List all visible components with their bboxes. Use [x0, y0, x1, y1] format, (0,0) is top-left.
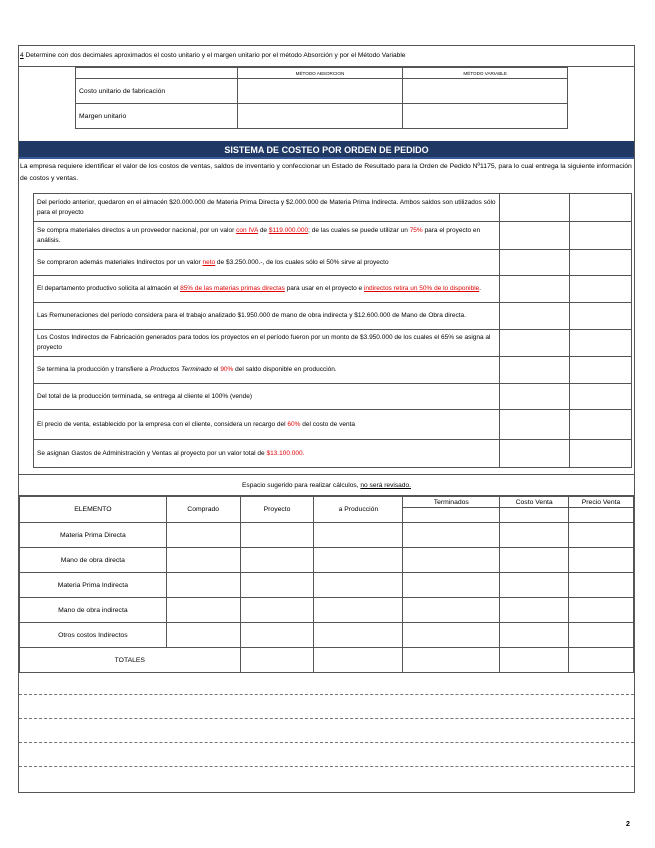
- header-subcell: [500, 508, 569, 523]
- ruled-line: [19, 694, 634, 695]
- answer-cell[interactable]: [500, 250, 570, 276]
- answer-cell[interactable]: [314, 623, 403, 648]
- table-row: [20, 623, 634, 648]
- answer-cell[interactable]: [500, 440, 570, 468]
- answer-cell[interactable]: [237, 104, 403, 129]
- header-costo-venta: Costo Venta: [500, 497, 569, 508]
- answer-cell[interactable]: [403, 104, 568, 129]
- ruled-line: [19, 742, 634, 743]
- answer-cell[interactable]: [403, 598, 500, 623]
- answer-cell[interactable]: [500, 648, 569, 673]
- header-precio-venta: Precio Venta: [569, 497, 634, 508]
- row-label: Mano de obra directa: [20, 548, 167, 573]
- answer-cell[interactable]: [403, 573, 500, 598]
- header-terminados: Terminados: [403, 497, 500, 508]
- answer-cell[interactable]: [403, 523, 500, 548]
- header-subcell: [403, 508, 500, 523]
- highlight-text: $119.000.000: [268, 226, 309, 234]
- table-row: [20, 573, 634, 598]
- answer-cell[interactable]: [569, 598, 634, 623]
- intro-text: La empresa requiere identificar el valor de los costos de ventas, saldos de inventario y confeccionar un Estado de Resultado para la Orden de Pedido Nº1175, para lo cual entrega la siguiente información de costos y ventas.: [20, 163, 632, 182]
- row-label-costo-unitario: Costo unitario de fabricación: [76, 79, 238, 104]
- answer-cell[interactable]: [314, 648, 403, 673]
- method-table: [75, 67, 568, 129]
- answer-cell[interactable]: [500, 573, 569, 598]
- answer-cell[interactable]: [403, 623, 500, 648]
- answer-cell[interactable]: [500, 548, 569, 573]
- highlight-text: 85% de las materias primas directas: [180, 285, 285, 292]
- header-comprado: Comprado: [166, 497, 240, 523]
- highlight-text: indirectos retira un 50% de lo disponible: [363, 285, 480, 292]
- fact-4: El departamento productivo solicita al almacén el 85% de las materias primas directas para usar en el proyecto e indirectos retira un 50% de lo disponible.: [34, 276, 500, 303]
- row-label: Materia Prima Directa: [20, 523, 167, 548]
- answer-cell[interactable]: [166, 598, 240, 623]
- question-text: Determine con dos decimales aproximados el costo unitario y el margen unitario por el método Absorción y por el Método Variable: [23, 52, 406, 59]
- question-number: 4: [20, 52, 24, 59]
- answer-cell[interactable]: [314, 523, 403, 548]
- answer-cell[interactable]: [166, 623, 240, 648]
- answer-cell[interactable]: [166, 573, 240, 598]
- row-label: Otros costos Indirectos: [20, 623, 167, 648]
- answer-cell[interactable]: [500, 357, 570, 384]
- fact-9: El precio de venta, establecido por la empresa con el cliente, considera un recargo del 60% del costo de venta: [34, 410, 500, 440]
- ruled-line: [19, 766, 634, 767]
- answer-cell[interactable]: [570, 357, 632, 384]
- header-elemento: ELEMENTO: [20, 497, 167, 523]
- totals-label: TOTALES: [20, 648, 241, 673]
- answer-cell[interactable]: [569, 523, 634, 548]
- answer-cell[interactable]: [500, 276, 570, 303]
- answer-cell[interactable]: [240, 523, 314, 548]
- answer-cell[interactable]: [314, 548, 403, 573]
- answer-cell[interactable]: [570, 276, 632, 303]
- highlight-text: 75%: [409, 226, 423, 234]
- answer-cell[interactable]: [570, 222, 632, 250]
- table-row: [20, 598, 634, 623]
- answer-cell[interactable]: [570, 194, 632, 222]
- fact-10: Se asignan Gastos de Administración y Ventas al proyecto por un valor total de $13.100.000.: [34, 440, 500, 468]
- section-title: SISTEMA DE COSTEO POR ORDEN DE PEDIDO: [19, 141, 634, 159]
- header-subcell: [569, 508, 634, 523]
- highlight-text: neto: [202, 258, 216, 266]
- header-variable: MÉTODO VARIABLE: [403, 68, 568, 79]
- answer-cell[interactable]: [570, 303, 632, 330]
- highlight-text: 90%: [220, 366, 234, 373]
- header-proyecto: Proyecto: [240, 497, 314, 523]
- answer-cell[interactable]: [570, 384, 632, 410]
- page-number: 2: [626, 821, 630, 828]
- table-row: [20, 523, 634, 548]
- blank-header-cell: [76, 68, 238, 79]
- fact-8: Del total de la producción terminada, se entrega al cliente el 100% (vende): [34, 384, 500, 410]
- answer-cell[interactable]: [237, 79, 403, 104]
- question-4: [18, 45, 635, 67]
- answer-cell[interactable]: [403, 648, 500, 673]
- header-a-produccion: a Producción: [314, 497, 403, 523]
- table-row: [20, 548, 634, 573]
- fact-7: Se termina la producción y transfiere a Productos Terminado el 90% del saldo disponible en producción.: [34, 357, 500, 384]
- row-label: Materia Prima Indirecta: [20, 573, 167, 598]
- answer-cell[interactable]: [570, 410, 632, 440]
- answer-cell[interactable]: [570, 330, 632, 357]
- answer-cell[interactable]: [403, 79, 568, 104]
- highlight-text: 60%: [287, 420, 301, 428]
- answer-cell[interactable]: [500, 330, 570, 357]
- fact-6: Los Costos Indirectos de Fabricación generados para todos los proyectos en el período fueron por un monto de $3.950.000 de los cuales el 65% se asigna al proyecto: [34, 330, 500, 357]
- answer-cell[interactable]: [240, 623, 314, 648]
- header-absorcion: MÉTODO ABSORCION: [237, 68, 403, 79]
- answer-cell[interactable]: [500, 384, 570, 410]
- answer-cell[interactable]: [240, 648, 314, 673]
- answer-cell[interactable]: [166, 548, 240, 573]
- answer-cell[interactable]: [500, 303, 570, 330]
- answer-cell[interactable]: [570, 440, 632, 468]
- row-label: Mano de obra indirecta: [20, 598, 167, 623]
- fact-3: Se compraron además materiales Indirectos por un valor neto de $3.250.000.-, de los cuales sólo el 50% sirve al proyecto: [34, 250, 500, 276]
- facts-table: [33, 193, 632, 468]
- answer-cell[interactable]: [314, 598, 403, 623]
- ruled-line: [19, 718, 634, 719]
- highlight-text: con IVA: [236, 226, 259, 234]
- answer-cell[interactable]: [314, 573, 403, 598]
- answer-cell[interactable]: [240, 573, 314, 598]
- answer-cell[interactable]: [570, 250, 632, 276]
- answer-cell[interactable]: [500, 598, 569, 623]
- answer-cell[interactable]: [569, 623, 634, 648]
- fact-2: Se compra materiales directos a un proveedor nacional, por un valor con IVA de $119.000.000; de las cuales se puede utilizar un 75% para el proyecto en análisis.: [34, 222, 500, 250]
- fact-5: Las Remuneraciones del período considera para el trabajo analizado $1.950.000 de mano de obra indirecta y $12.600.000 de Mano de Obra directa.: [34, 303, 500, 330]
- answer-cell[interactable]: [500, 410, 570, 440]
- answer-cell[interactable]: [500, 222, 570, 250]
- answer-cell[interactable]: [569, 573, 634, 598]
- answer-cell[interactable]: [569, 648, 634, 673]
- answer-cell[interactable]: [403, 548, 500, 573]
- answer-cell[interactable]: [240, 598, 314, 623]
- answer-cell[interactable]: [500, 623, 569, 648]
- answer-cell[interactable]: [500, 523, 569, 548]
- totals-row: [20, 648, 634, 673]
- row-label-margen-unitario: Margen unitario: [76, 104, 238, 129]
- answer-cell[interactable]: [500, 194, 570, 222]
- answer-cell[interactable]: [240, 548, 314, 573]
- calc-note: Espacio sugerido para realizar cálculos, no será revisado.: [19, 474, 634, 496]
- answer-cell[interactable]: [166, 523, 240, 548]
- answer-cell[interactable]: [569, 548, 634, 573]
- worksheet-table: [19, 496, 634, 673]
- highlight-text: $13.100.000.: [266, 449, 305, 457]
- fact-1: Del período anterior, quedaron en el almacén $20.000.000 de Materia Prima Directa y $2.000.000 de Materia Prima Indirecta. Ambos saldos son utilizados sólo para el proyecto: [34, 194, 500, 222]
